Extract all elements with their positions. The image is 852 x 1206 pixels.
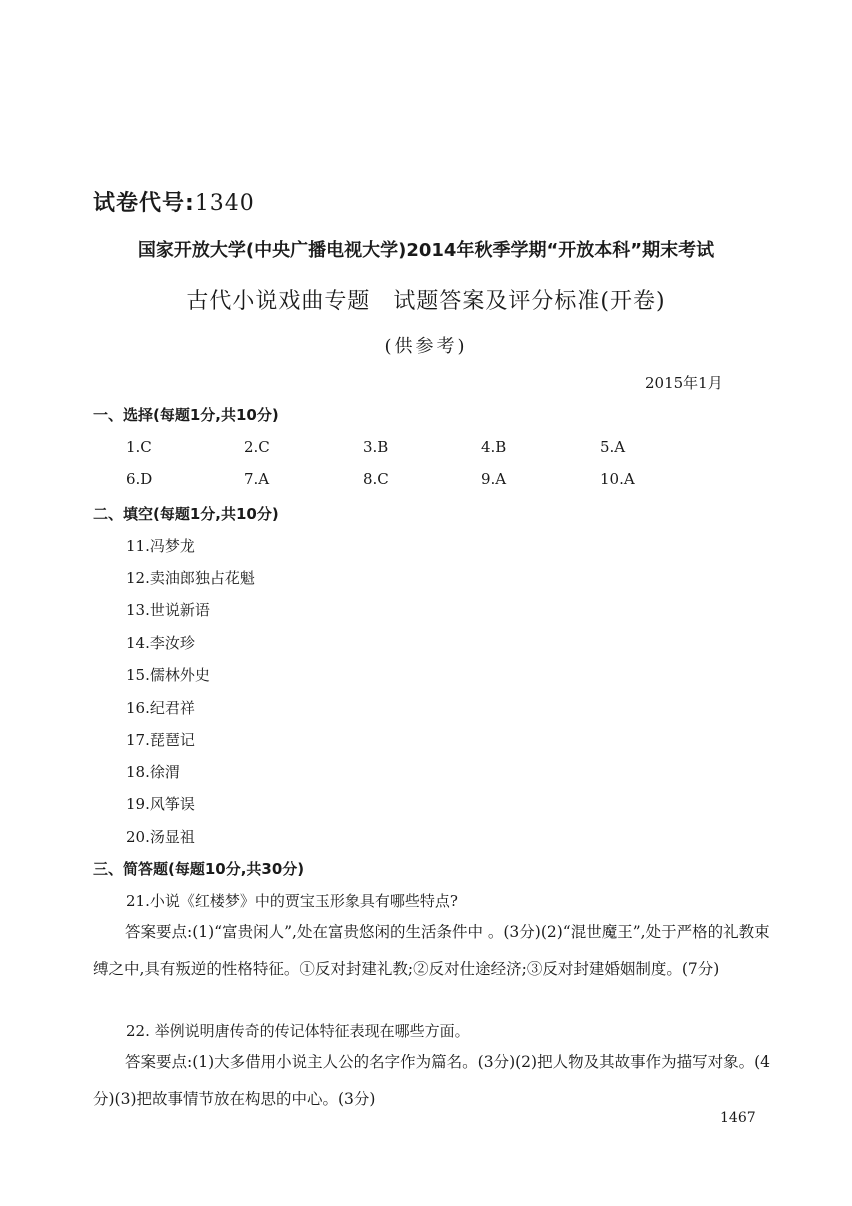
question-22: 22. 举例说明唐传奇的传记体特征表现在哪些方面。 <box>126 1022 470 1040</box>
mc-answer: 6.D <box>126 470 153 488</box>
exam-date: 2015年1月 <box>645 374 723 392</box>
fill-answer: 18.徐渭 <box>126 763 180 781</box>
section1-heading: 一、选择(每题1分,共10分) <box>93 406 279 424</box>
fill-answer: 20.汤显祖 <box>126 828 195 846</box>
mc-answer: 8.C <box>363 470 389 488</box>
mc-answer: 10.A <box>600 470 635 488</box>
paper-code-number: 1340 <box>194 191 255 216</box>
section2-heading: 二、填空(每题1分,共10分) <box>93 505 279 523</box>
section3-heading: 三、简答题(每题10分,共30分) <box>93 860 305 878</box>
fill-answer: 15.儒林外史 <box>126 666 210 684</box>
fill-answer: 11.冯梦龙 <box>126 537 195 555</box>
question-21: 21.小说《红楼梦》中的贾宝玉形象具有哪些特点? <box>126 892 458 910</box>
paper-code <box>93 186 255 217</box>
reference-note: (供参考) <box>384 336 468 357</box>
mc-answer: 7.A <box>244 470 270 488</box>
fill-answer: 19.风筝误 <box>126 795 195 813</box>
fill-answer: 13.世说新语 <box>126 601 210 619</box>
answer-22 <box>93 1044 773 1118</box>
fill-answer: 17.琵琶记 <box>126 731 195 749</box>
fill-answer: 16.纪君祥 <box>126 699 195 717</box>
exam-title: 古代小说戏曲专题 试题答案及评分标准(开卷) <box>186 289 666 314</box>
answer-21 <box>93 914 773 988</box>
mc-answer: 1.C <box>126 438 152 456</box>
fill-answer: 12.卖油郎独占花魁 <box>126 569 255 587</box>
paper-code-label: 试卷代号: <box>93 191 195 216</box>
mc-answer: 3.B <box>363 438 389 456</box>
page-number: 1467 <box>720 1110 756 1126</box>
mc-answer: 9.A <box>481 470 507 488</box>
mc-answer: 5.A <box>600 438 626 456</box>
institution-line: 国家开放大学(中央广播电视大学)2014年秋季学期“开放本科”期末考试 <box>137 240 715 261</box>
answer-21-text: 答案要点:(1)“富贵闲人”,处在富贵悠闲的生活条件中 。(3分)(2)“混世魔王”,处于严格的礼教束缚之中,具有叛逆的性格特征。①反对封建礼教;②反对仕途经济;③反对封建婚姻制度。(7分) <box>93 923 770 978</box>
mc-answer: 4.B <box>481 438 507 456</box>
fill-answer: 14.李汝珍 <box>126 634 195 652</box>
mc-answer: 2.C <box>244 438 270 456</box>
answer-22-text: 答案要点:(1)大多借用小说主人公的名字作为篇名。(3分)(2)把人物及其故事作为描写对象。(4分)(3)把故事情节放在构思的中心。(3分) <box>93 1053 771 1108</box>
